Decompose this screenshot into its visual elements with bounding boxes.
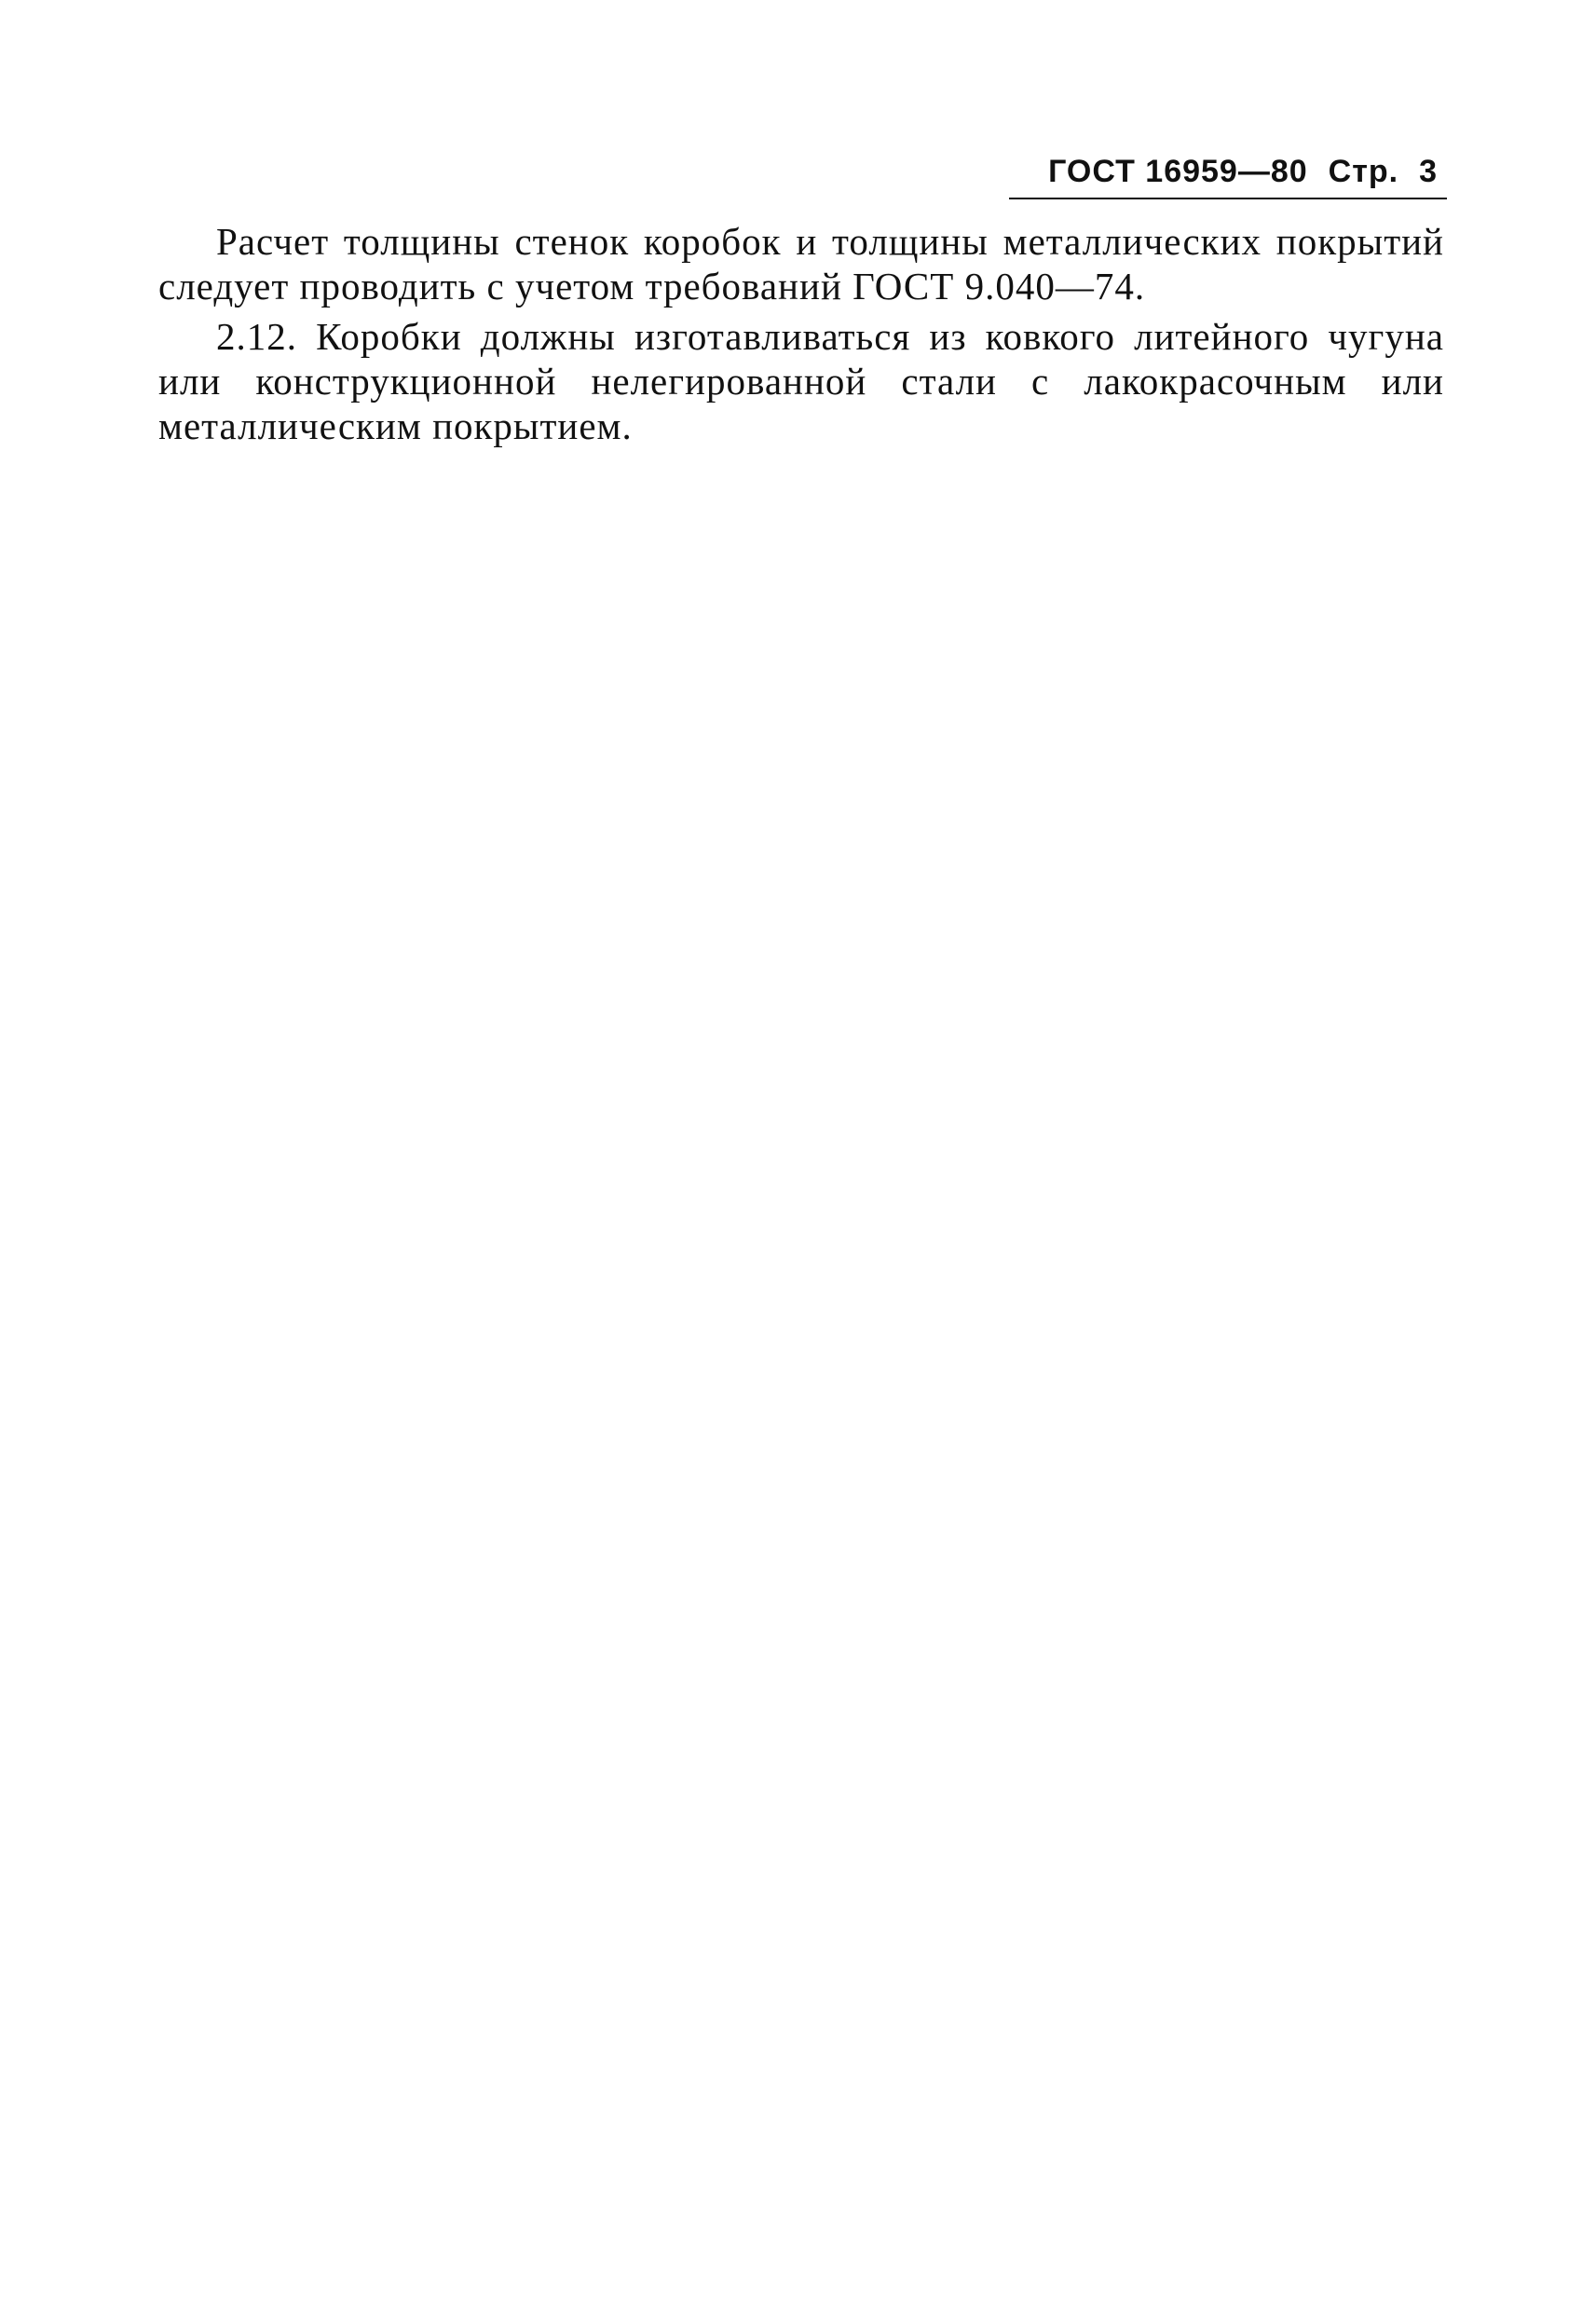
page-label: Стр.	[1328, 154, 1399, 189]
document-body	[158, 219, 1444, 454]
paragraph: Расчет толщины стенок коробок и толщины металлических покрытий следует проводить с учетом требований ГОСТ 9.040—74.	[158, 220, 1444, 308]
page-header	[1048, 154, 1438, 190]
paragraph: 2.12. Коробки должны изготавливаться из ковкого литейного чугуна или конструкционной нелегированной стали с лакокрасочным или металлическим покрытием.	[158, 315, 1444, 447]
standard-number: ГОСТ 16959—80	[1048, 154, 1308, 189]
header-rule	[1009, 198, 1447, 199]
page-number: 3	[1419, 154, 1438, 189]
